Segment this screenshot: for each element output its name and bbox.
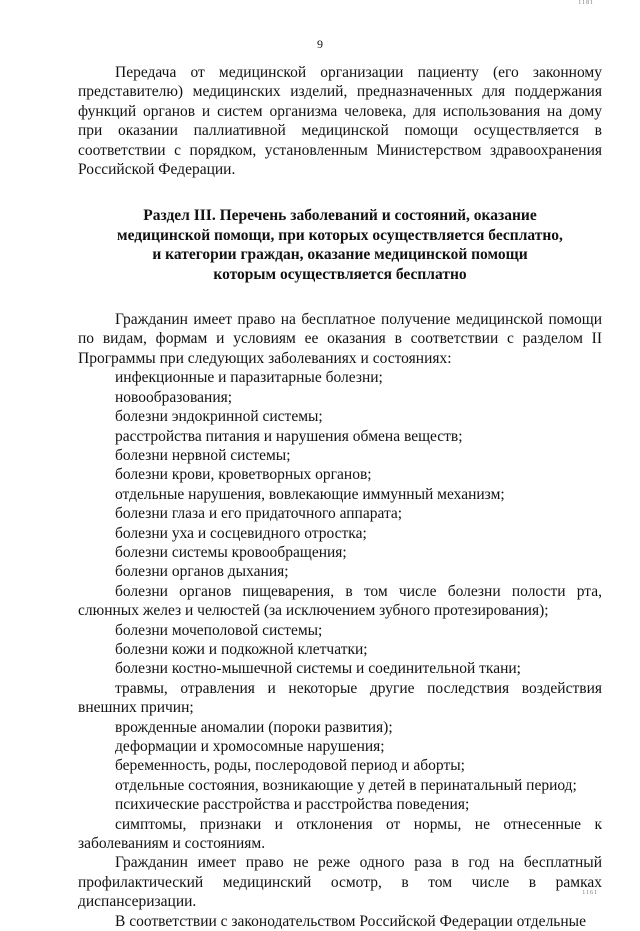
- list-item: болезни эндокринной системы;: [115, 408, 323, 426]
- section-heading-line: медицинской помощи, при которых осуществляется бесплатно,: [117, 226, 563, 244]
- list-item: болезни глаза и его придаточного аппарата;: [115, 505, 403, 523]
- section-heading-line: которым осуществляется бесплатно: [213, 265, 467, 283]
- document-body: [78, 63, 602, 931]
- list-item: расстройства питания и нарушения обмена веществ;: [115, 427, 463, 445]
- list-item: симптомы, признаки и отклонения от нормы, не отнесенные к заболеваниям и состояниям.: [78, 815, 602, 853]
- section-heading-line: и категории граждан, оказание медицинской помощи: [152, 246, 528, 264]
- intro-paragraph: Передача от медицинской организации пациенту (его законному представителю) медицинских изделий, предназначенных для поддержания функций органов и систем организма человека, для использования на дому при оказании паллиативной медицинской помощи осуществляется в соответствии с порядком, установленным Министерством здравоохранения Российской Федерации.: [78, 64, 602, 179]
- list-item: болезни кожи и подкожной клетчатки;: [115, 640, 368, 658]
- list-item: отдельные нарушения, вовлекающие иммунный механизм;: [115, 485, 505, 503]
- list-item: деформации и хромосомные нарушения;: [115, 738, 385, 755]
- list-item: болезни мочеполовой системы;: [115, 621, 323, 639]
- rights-paragraph: Гражданин имеет право на бесплатное получение медицинской помощи по видам, формам и условиям ее оказания в соответствии с разделом II Программы при следующих заболеваниях и состояниях:: [78, 311, 602, 367]
- corner-mark-top: 1181: [578, 0, 594, 6]
- list-item: врожденные аномалии (пороки развития);: [115, 718, 393, 736]
- section-heading-line: Раздел III. Перечень заболеваний и состояний, оказание: [143, 207, 537, 225]
- list-item: психические расстройства и расстройства поведения;: [115, 796, 470, 814]
- list-item: новообразования;: [115, 388, 233, 406]
- list-item: беременность, роды, послеродовой период и аборты;: [115, 757, 465, 775]
- corner-mark-bottom: 1161: [582, 890, 598, 896]
- list-item: травмы, отравления и некоторые другие последствия воздействия внешних причин;: [78, 679, 602, 717]
- list-item: отдельные состояния, возникающие у детей в перинатальный период;: [115, 776, 577, 794]
- list-item: болезни органов дыхания;: [115, 563, 289, 581]
- list-item: болезни органов пищеварения, в том числе болезни полости рта, слюнных желез и челюстей (за исключением зубного протезирования);: [78, 582, 602, 620]
- section-heading: [78, 206, 602, 284]
- list-item: болезни нервной системы;: [115, 446, 291, 464]
- list-item: инфекционные и паразитарные болезни;: [115, 369, 383, 387]
- list-item: болезни уха и сосцевидного отростка;: [115, 524, 367, 542]
- last-paragraph: В соответствии с законодательством Российской Федерации отдельные: [115, 912, 586, 930]
- list-item: болезни костно-мышечной системы и соединительной ткани;: [115, 660, 521, 678]
- list-item: болезни крови, кроветворных органов;: [115, 466, 372, 484]
- conditions-list: [78, 368, 602, 853]
- checkup-paragraph: Гражданин имеет право не реже одного раза в год на бесплатный профилактический медицинский осмотр, в том числе в рамках диспансеризации.: [78, 854, 602, 911]
- list-item: болезни системы кровообращения;: [115, 543, 347, 561]
- page-number: 9: [317, 37, 323, 51]
